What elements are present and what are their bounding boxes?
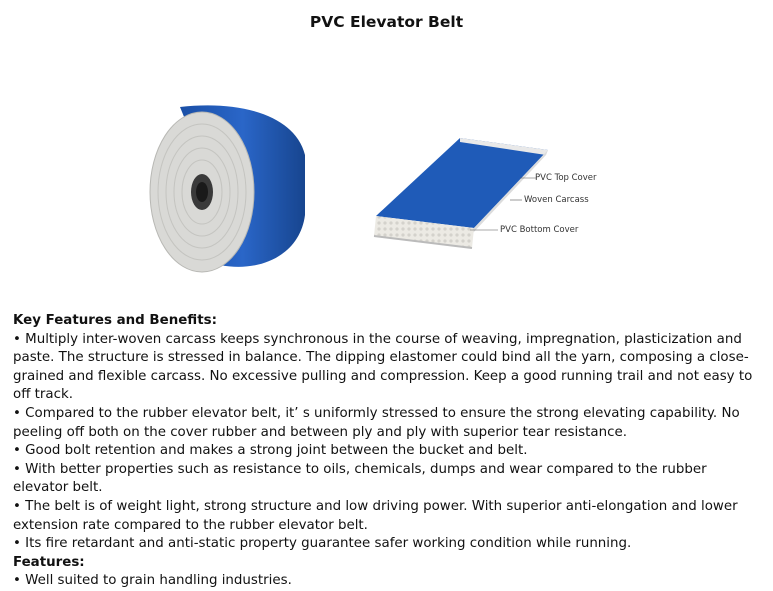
key-feature-item: • Compared to the rubber elevator belt, it’ s uniformly stressed to ensure the strong elevating capability. No peeling off both on the cover rubber and between ply and ply with superior tear resistance. — [13, 405, 740, 440]
description-section — [13, 312, 765, 591]
callout-woven-carcass: Woven Carcass — [524, 195, 589, 205]
key-features-heading: Key Features and Benefits: — [13, 313, 217, 328]
feature-item: • Well suited to grain handling industries. — [13, 573, 292, 589]
callout-top-cover: PVC Top Cover — [535, 173, 597, 183]
features-heading: Features: — [13, 554, 85, 570]
page-title: PVC Elevator Belt — [309, 13, 464, 31]
belt-roll-image — [140, 95, 330, 280]
callout-bottom-cover: PVC Bottom Cover — [500, 225, 579, 235]
key-feature-item: • Good bolt retention and makes a strong joint between the bucket and belt. — [13, 443, 528, 459]
key-feature-item: • Multiply inter-woven carcass keeps synchronous in the course of weaving, impregnation, plasticization and paste. The structure is stressed in balance. The dipping elastomer could bind all the yarn, composing a close-grained and flexible carcass. No excessive pulling and compression. Keep a good running trail and not easy to off track. — [13, 331, 753, 403]
belt-cross-section-image — [370, 130, 600, 255]
key-feature-item: • The belt is of weight light, strong structure and low driving power. With superior anti-elongation and lower extension rate compared to the rubber elevator belt. — [13, 498, 738, 533]
key-feature-item: • With better properties such as resistance to oils, chemicals, dumps and wear compared to the rubber elevator belt. — [13, 461, 707, 496]
key-feature-item: • Its fire retardant and anti-static property guarantee safer working condition while running. — [13, 536, 632, 552]
